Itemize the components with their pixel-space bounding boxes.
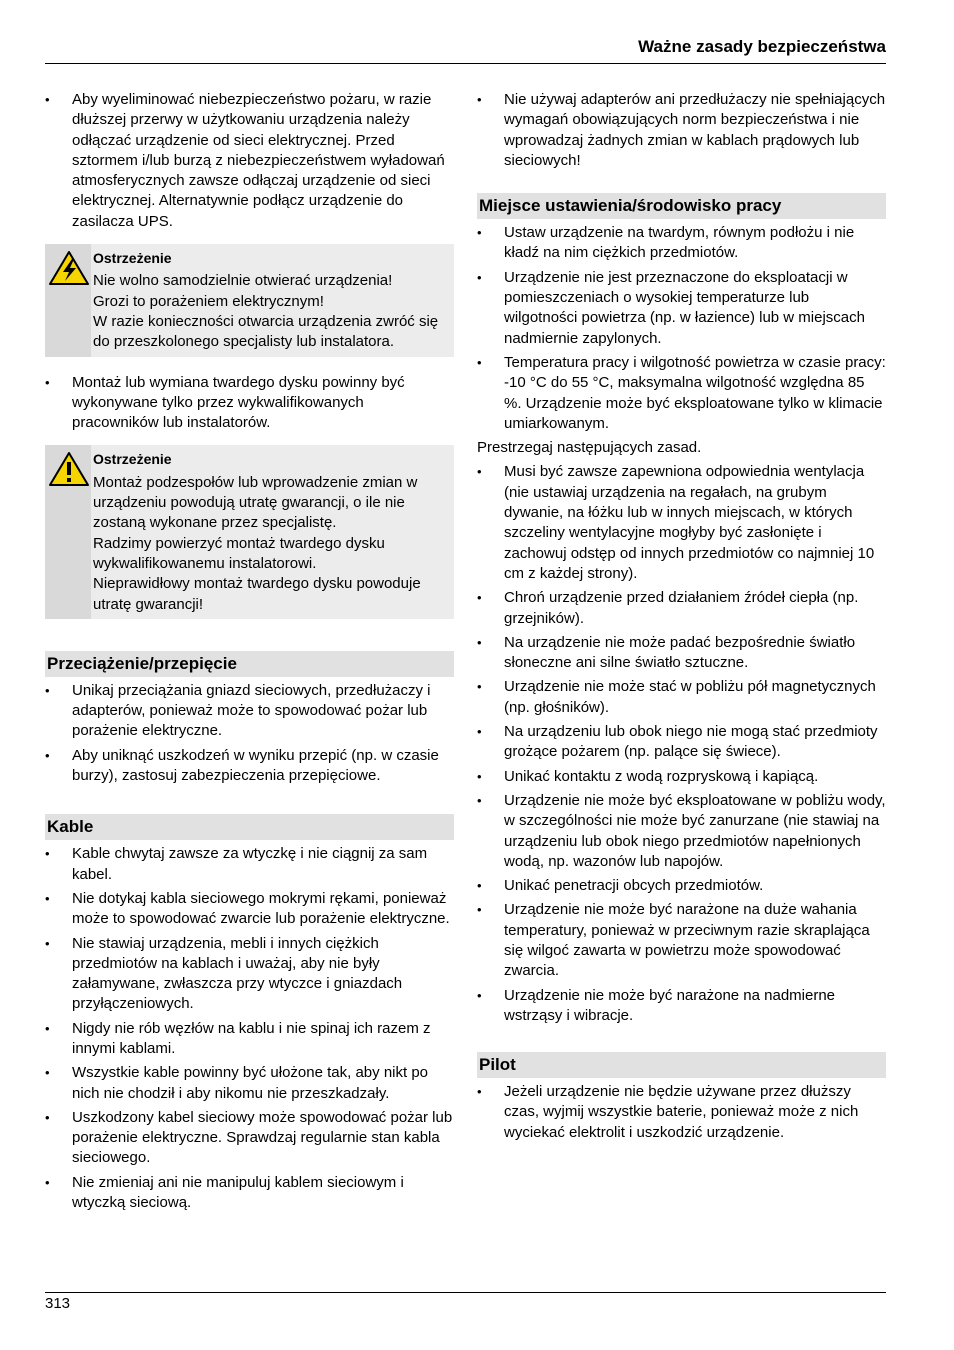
adapter-list [477,90,886,171]
right-column [477,90,886,1147]
page-footer [45,1292,886,1312]
hdd-list [45,373,454,434]
warning-triangle-icon [48,250,90,286]
list-item: • Nie zmieniaj ani nie manipuluj kablem sieciowym i wtyczką sieciową. [45,1173,454,1214]
note-text: Prestrzegaj następujących zasad. [477,439,702,457]
cables-list [45,844,454,1213]
remote-list [477,1082,886,1143]
list-item: • Nie używaj adapterów ani przedłużaczy nie spełniających wymagań obowiązujących norm bezpieczeństwa i nie wprowadzaj żadnych zmian w kablach prądowych lub sieciowych! [477,90,886,171]
list-item: • Urządzenie nie może być eksploatowane w pobliżu wody, w szczególności nie może być zanurzane (nie stawiaj na urządzeniu lub obok niego przedmiotów napełnionych wodą, np. wazonów lub napojów. [477,791,886,872]
list-item: • Na urządzenie nie może padać bezpośrednie światło słoneczne ani silne światło sztuczne. [477,633,886,674]
list-item: • Unikać kontaktu z wodą rozpryskową i kapiącą. [477,767,886,787]
warning-line: Radzimy powierzyć montaż twardego dysku wykwalifikowanemu instalatorowi. [93,534,385,572]
page-header [45,36,886,64]
section-heading-remote: Pilot [477,1052,886,1078]
warning-line: Grozi to porażeniem elektrycznym! [93,292,324,310]
warning-icon-cell [45,244,91,356]
warning-line: W razie konieczności otwarcia urządzenia zwróć się do przeszkolonego specjalisty lub instalatora. [93,312,439,351]
location-list-a [477,223,886,434]
warning-line: Montaż podzespołów lub wprowadzenie zmian w urządzeniu powodują utratę gwarancji, o ile nie zostaną wykonane przez specjalistę. [93,473,418,532]
section-heading-cables: Kable [45,814,454,840]
list-item: • Musi być zawsze zapewniona odpowiednia wentylacja (nie ustawiaj urządzenia na regałach, na grubym dywanie, na łóżku lub w innych miejscach, w których szczeliny wentylacyjne mogłyby być zasłonięte i zachowuj odstęp od innych przedmiotów co najmniej 10 cm z każdej strony). [477,462,886,584]
list-item: • Nigdy nie rób węzłów na kablu i nie spinaj ich razem z innymi kablami. [45,1019,454,1060]
list-item: • Montaż lub wymiana twardego dysku powinny być wykonywane tylko przez wykwalifikowanych pracowników lub instalatorów. [45,373,454,434]
list-item: • Unikać penetracji obcych przedmiotów. [477,876,886,896]
list-item: • Urządzenie nie może być narażone na nadmierne wstrząsy i wibracje. [477,986,886,1027]
warning-exclamation-icon [48,451,90,487]
section-heading-location: Miejsce ustawienia/środowisko pracy [477,193,886,219]
list-item: • Chroń urządzenie przed działaniem źródeł ciepła (np. grzejników). [477,588,886,629]
list-item: • Urządzenie nie jest przeznaczone do eksploatacji w pomieszczeniach o wysokiej temperaturze lub wilgotności powietrza (np. w łazience) lub w miejscach nadmiernie zapylonych. [477,268,886,349]
warning-icon-cell [45,445,91,618]
temperature-range: -10 °C do 55 °C, maksymalna wilgotność względna 85 %. Urządzenie może być eksploatowane tylko w klimacie umiarkowanym. [504,374,883,432]
section-heading-overload: Przeciążenie/przepięcie [45,651,454,677]
list-item: • Kable chwytaj zawsze za wtyczkę i nie ciągnij za sam kabel. [45,844,454,885]
list-item: • Na urządzeniu lub obok niego nie mogą stać przedmioty grożące pożarem (np. palące się świece). [477,722,886,763]
overload-list [45,681,454,786]
temperature-line: • Temperatura pracy i wilgotność powietrza w czasie pracy: [504,353,886,371]
page-number: 313 [45,1295,71,1312]
list-item: • Urządzenie nie może być narażone na duże wahania temperatury, ponieważ w przeciwnym razie skraplająca się wilgoć zawarta w powietrzu może spowodować zwarcia. [477,900,886,981]
warning-title: Ostrzeżenie [93,250,172,267]
intro-list [45,90,454,232]
list-item: • Wszystkie kable powinny być ułożone tak, aby nikt po nich nie chodził i aby nikomu nie przeszkadzały. [45,1063,454,1104]
warning-text [91,445,454,618]
warning-box-hdd [45,445,454,618]
list-item: • Jeżeli urządzenie nie będzie używane przez dłuższy czas, wyjmij wszystkie baterie, ponieważ może z nich wyciekać elektrolit i uszkodzić urządzenie. [477,1082,886,1143]
warning-box-open-device [45,244,454,356]
location-list-b [477,462,886,1026]
page-title: Ważne zasady bezpieczeństwa [638,37,886,56]
list-item-temperature [477,353,886,434]
warning-title: Ostrzeżenie [93,451,172,468]
warning-text [91,244,454,356]
list-item: • Nie stawiaj urządzenia, mebli i innych ciężkich przedmiotów na kablach i uważaj, aby nie były załamywane, zwłaszcza przy wtyczce i gniazdach przyłączeniowych. [45,934,454,1015]
left-column [45,90,454,1217]
list-item: • Uszkodzony kabel sieciowy może spowodować pożar lub porażenie elektryczne. Sprawdzaj regularnie stan kabla sieciowego. [45,1108,454,1169]
list-item: • Aby wyeliminować niebezpieczeństwo pożaru, w razie dłuższej przerwy w użytkowaniu urządzenia należy odłączać urządzenie od sieci elektrycznej. Przed sztormem i/lub burzą z niebezpieczeństwem wyładowań atmosferycznych zawsze odłączaj urządzenie od sieci elektrycznej. Alternatywnie podłącz urządzenie do zasilacza UPS. [45,90,454,232]
list-item: • Urządzenie nie może stać w pobliżu pół magnetycznych (np. głośników). [477,677,886,718]
warning-line: Nie wolno samodzielnie otwierać urządzenia! [93,272,393,290]
list-item: • Unikaj przeciążania gniazd sieciowych, przedłużaczy i adapterów, ponieważ może to spowodować pożar lub porażenie elektryczne. [45,681,454,742]
list-item: • Aby uniknąć uszkodzeń w wyniku przepić (np. w czasie burzy), zastosuj zabezpieczenia przepięciowe. [45,746,454,787]
warning-line: Nieprawidłowy montaż twardego dysku powoduje utratę gwarancji! [93,575,421,613]
list-item: • Ustaw urządzenie na twardym, równym podłożu i nie kładź na nim ciężkich przedmiotów. [477,223,886,264]
list-item: • Nie dotykaj kabla sieciowego mokrymi rękami, ponieważ może to spowodować zwarcie lub porażenie elektryczne. [45,889,454,930]
